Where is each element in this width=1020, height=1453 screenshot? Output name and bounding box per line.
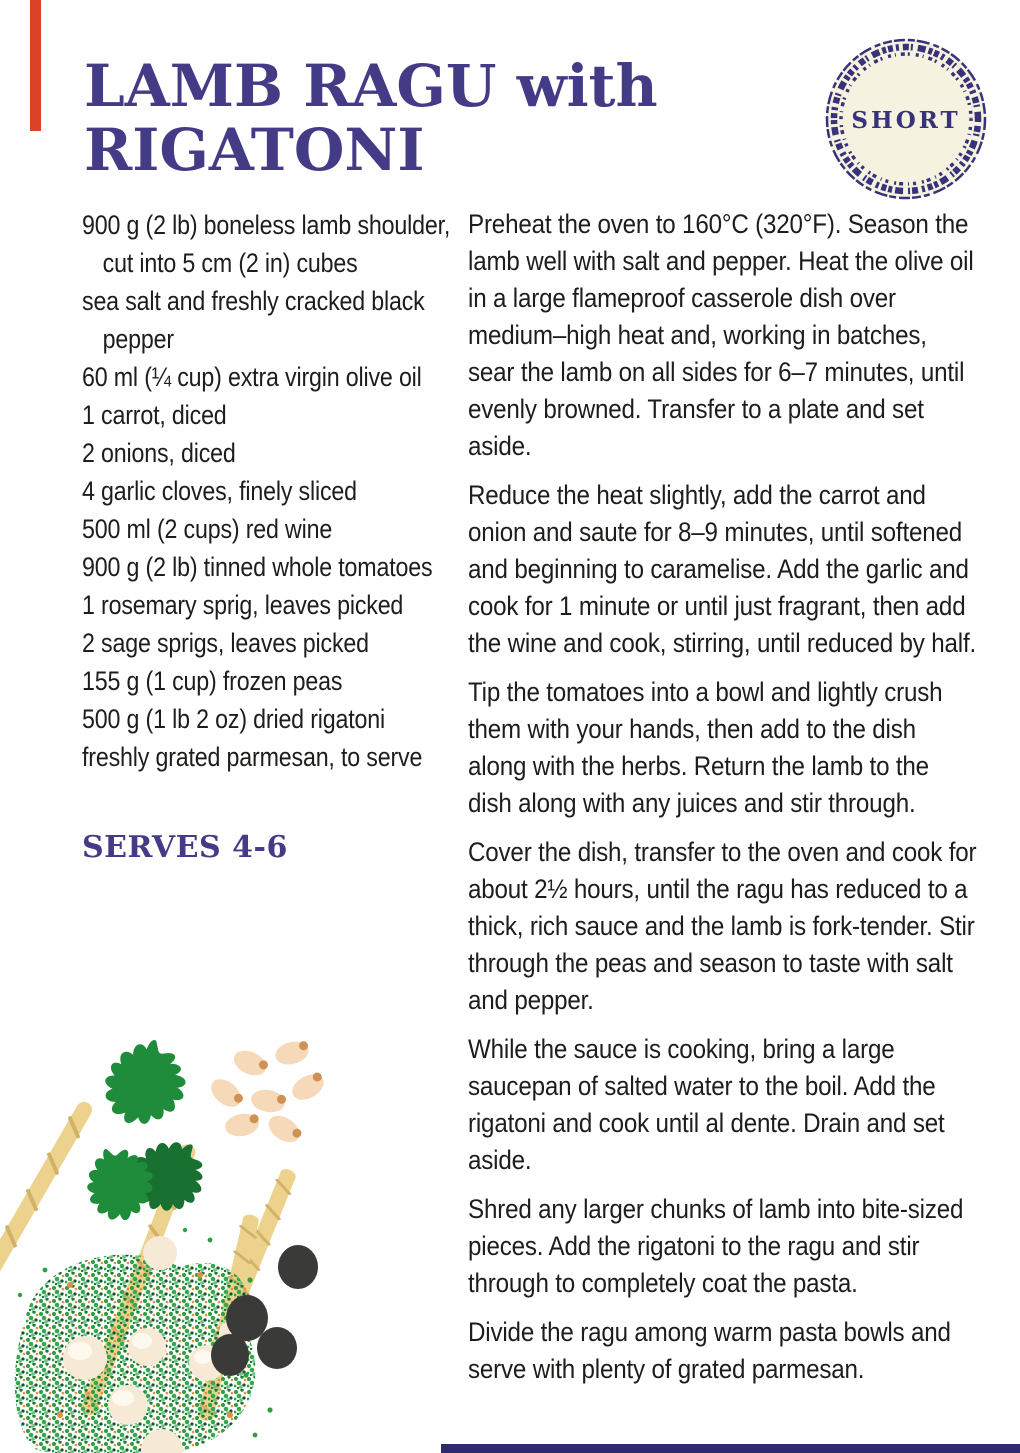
title-line-2: RIGATONI: [84, 116, 425, 184]
ingredients-list: [82, 206, 452, 776]
method-paragraph: Preheat the oven to 160°C (320°F). Season the lamb well with salt and pepper. Heat the olive oil in a large flameproof casserole dish over medium–high heat and, working in batches, sear the lamb on all sides for 6–7 minutes, until evenly browned. Transfer to a plate and set aside.: [468, 209, 974, 461]
method-steps: [468, 206, 978, 1400]
serves-label: SERVES 4-6: [82, 830, 288, 865]
ingredient-item: freshly grated parmesan, to serve: [82, 742, 423, 772]
ingredient-item: 1 rosemary sprig, leaves picked: [82, 590, 404, 620]
ingredient-item: 900 g (2 lb) boneless lamb shoulder, cut into 5 cm (2 in) cubes: [82, 210, 451, 278]
ingredient-item: 500 ml (2 cups) red wine: [82, 514, 333, 544]
method-paragraph: Tip the tomatoes into a bowl and lightly crush them with your hands, then add to the dish along with the herbs. Return the lamb to the dish along with any juices and stir through.: [468, 677, 943, 818]
ingredient-item: 2 onions, diced: [82, 438, 236, 468]
short-stamp-badge: [820, 33, 992, 205]
ingredient-item: sea salt and freshly cracked black pepper: [82, 286, 425, 354]
title-line-1: LAMB RAGU with: [84, 52, 658, 120]
pasta-parsley-olives-illustration: [0, 1025, 440, 1453]
short-badge-label: SHORT: [851, 107, 961, 134]
method-paragraph: Divide the ragu among warm pasta bowls and serve with plenty of grated parmesan.: [468, 1317, 951, 1384]
ingredient-item: 2 sage sprigs, leaves picked: [82, 628, 369, 658]
method-paragraph: Cover the dish, transfer to the oven and cook for about 2½ hours, until the ragu has reduced to a thick, rich sauce and the lamb is fork-tender. Stir through the peas and season to taste with salt and pepper.: [468, 837, 977, 1015]
bean-icon: [206, 1038, 329, 1148]
ingredient-item: 155 g (1 cup) frozen peas: [82, 666, 343, 696]
ingredient-item: 60 ml (¼ cup) extra virgin olive oil: [82, 362, 422, 392]
ingredient-item: 900 g (2 lb) tinned whole tomatoes: [82, 552, 433, 582]
method-paragraph: While the sauce is cooking, bring a large saucepan of salted water to the boil. Add the rigatoni and cook until al dente. Drain and set aside.: [468, 1034, 945, 1175]
parsley-leaf-icon: [73, 1033, 220, 1231]
footer-accent-bar: [441, 1444, 1020, 1453]
chapter-tab-mark: [30, 0, 41, 131]
ingredient-item: 4 garlic cloves, finely sliced: [82, 476, 357, 506]
method-paragraph: Shred any larger chunks of lamb into bite-sized pieces. Add the rigatoni to the ragu and stir through to completely coat the pasta.: [468, 1194, 964, 1298]
ingredient-item: 1 carrot, diced: [82, 400, 227, 430]
page-title: [84, 54, 704, 182]
method-paragraph: Reduce the heat slightly, add the carrot and onion and saute for 8–9 minutes, until softened and beginning to caramelise. Add the garlic and cook for 1 minute or until just fragrant, then add the wine and cook, stirring, until reduced by half.: [468, 480, 977, 658]
ingredient-item: 500 g (1 lb 2 oz) dried rigatoni: [82, 704, 385, 734]
